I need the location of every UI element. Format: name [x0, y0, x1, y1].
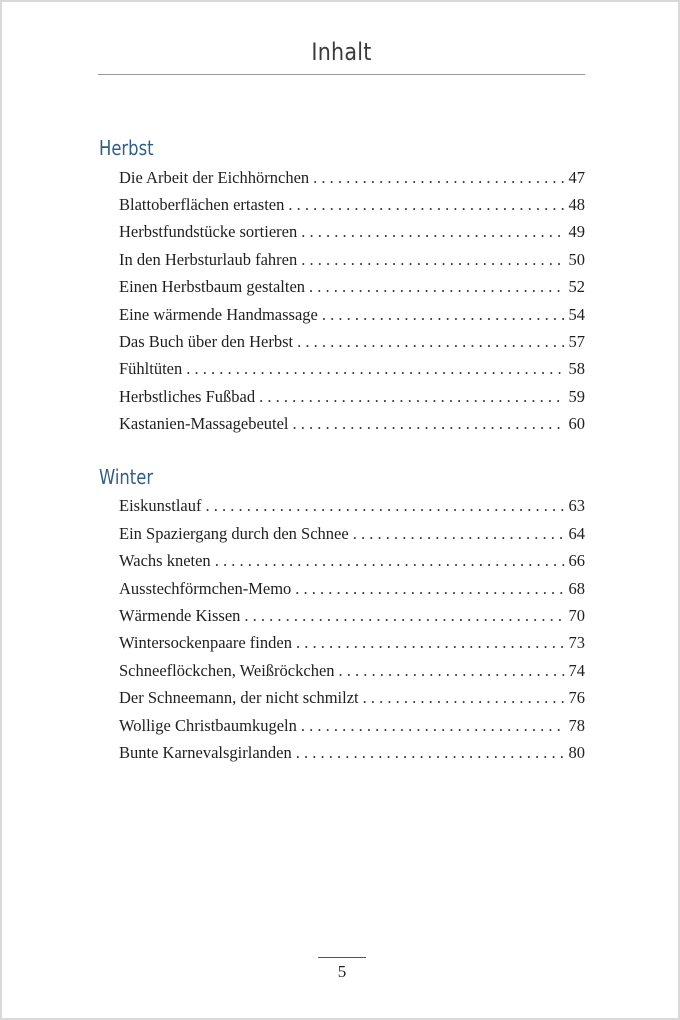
- dot-leader: [301, 248, 564, 272]
- toc-entry-page: 57: [568, 332, 585, 351]
- toc-entry[interactable]: [119, 494, 585, 518]
- dot-leader: [244, 604, 564, 628]
- toc-entry-page: 50: [568, 250, 585, 269]
- toc-entry[interactable]: [119, 412, 585, 436]
- toc-entry-page: 54: [568, 305, 585, 324]
- toc-entry-page: 66: [568, 551, 585, 570]
- toc-entry-page: 48: [568, 195, 585, 214]
- toc-entry-title: Ein Spaziergang durch den Schnee: [119, 524, 349, 543]
- dot-leader: [296, 631, 565, 655]
- toc-entry-title: In den Herbsturlaub fahren: [119, 250, 298, 269]
- toc-entry[interactable]: [119, 522, 585, 546]
- toc-entry[interactable]: [119, 604, 585, 628]
- page-number: 5: [337, 962, 347, 981]
- toc-entry-title: Blattoberflächen ertasten: [119, 195, 285, 214]
- dot-leader: [293, 412, 565, 436]
- toc-entry-title: Wachs kneten: [119, 551, 211, 570]
- toc-entry[interactable]: [119, 714, 585, 738]
- toc-entry-title: Die Arbeit der Eichhörnchen: [119, 168, 310, 187]
- dot-leader: [322, 303, 565, 327]
- toc-entry-page: 74: [568, 661, 585, 680]
- dot-leader: [339, 659, 565, 683]
- dot-leader: [309, 275, 564, 299]
- toc-entry-title: Kastanien-Massagebeutel: [119, 414, 289, 433]
- toc-entry-page: 49: [568, 222, 585, 241]
- toc-entry[interactable]: [119, 385, 585, 409]
- toc-entry-title: Wärmende Kissen: [119, 606, 241, 625]
- toc-entry[interactable]: [119, 577, 585, 601]
- toc-entry-title: Eine wärmende Handmassage: [119, 305, 318, 324]
- page-header-title: Inhalt: [311, 38, 372, 66]
- toc-entry-page: 52: [568, 277, 585, 296]
- dot-leader: [186, 357, 564, 381]
- toc-entry[interactable]: [119, 248, 585, 272]
- toc-entry-title: Ausstechförmchen-Memo: [119, 579, 292, 598]
- toc-entry-title: Das Buch über den Herbst: [119, 332, 294, 351]
- dot-leader: [206, 494, 565, 518]
- toc-entry-title: Eiskunstlauf: [119, 496, 202, 515]
- section-heading-winter: Winter: [99, 465, 154, 489]
- toc-entry[interactable]: [119, 303, 585, 327]
- toc-entry-page: 70: [568, 606, 585, 625]
- dot-leader: [259, 385, 564, 409]
- toc-entry-page: 73: [568, 633, 585, 652]
- toc-entry[interactable]: [119, 275, 585, 299]
- toc-entry-title: Fühltüten: [119, 359, 183, 378]
- dot-leader: [301, 714, 565, 738]
- toc-entry[interactable]: [119, 741, 585, 765]
- toc-entry-page: 59: [568, 387, 585, 406]
- toc-entry[interactable]: [119, 631, 585, 655]
- toc-entry-title: Einen Herbstbaum gestalten: [119, 277, 306, 296]
- dot-leader: [295, 577, 564, 601]
- toc-entry-title: Wintersockenpaare finden: [119, 633, 292, 652]
- toc-entry[interactable]: [119, 166, 585, 190]
- toc-entry[interactable]: [119, 659, 585, 683]
- toc-entry-title: Bunte Karnevalsgirlanden: [119, 743, 292, 762]
- header-divider: [98, 74, 585, 75]
- toc-entry-page: 60: [568, 414, 585, 433]
- toc-entry-page: 76: [568, 688, 585, 707]
- toc-entry-page: 58: [568, 359, 585, 378]
- toc-entry-page: 80: [568, 743, 585, 762]
- dot-leader: [297, 330, 564, 354]
- toc-entry[interactable]: [119, 549, 585, 573]
- dot-leader: [301, 220, 564, 244]
- toc-entry[interactable]: [119, 686, 585, 710]
- toc-entry-page: 47: [568, 168, 585, 187]
- dot-leader: [363, 686, 565, 710]
- toc-entry-title: Der Schneemann, der nicht schmilzt: [119, 688, 359, 707]
- dot-leader: [296, 741, 565, 765]
- dot-leader: [313, 166, 564, 190]
- toc-entry-title: Schneeflöckchen, Weißröckchen: [119, 661, 335, 680]
- dot-leader: [215, 549, 565, 573]
- dot-leader: [288, 193, 564, 217]
- toc-entry-title: Herbstliches Fußbad: [119, 387, 256, 406]
- toc-entry-page: 78: [568, 716, 585, 735]
- toc-entry[interactable]: [119, 330, 585, 354]
- section-heading-herbst: Herbst: [99, 136, 154, 160]
- footer-divider: [318, 957, 366, 958]
- toc-entry[interactable]: [119, 220, 585, 244]
- toc-entry-page: 64: [568, 524, 585, 543]
- toc-entry-page: 68: [568, 579, 585, 598]
- toc-entry-page: 63: [568, 496, 585, 515]
- toc-entry-title: Wollige Christbaumkugeln: [119, 716, 297, 735]
- dot-leader: [353, 522, 565, 546]
- toc-entry[interactable]: [119, 357, 585, 381]
- toc-entry-title: Herbstfundstücke sortieren: [119, 222, 298, 241]
- toc-entry[interactable]: [119, 193, 585, 217]
